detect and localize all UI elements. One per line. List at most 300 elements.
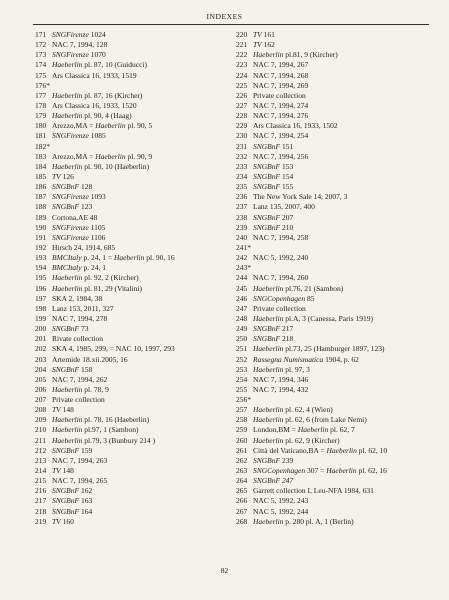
index-entry <box>35 71 225 81</box>
index-entry <box>35 223 225 233</box>
entry-reference-italic: SNGBnF <box>52 486 80 496</box>
entry-number: 184 <box>35 161 47 171</box>
index-entry <box>236 233 426 243</box>
entry-number: 185 <box>35 171 47 181</box>
entry-number: 252 <box>236 354 248 364</box>
entry-number: 256* <box>236 395 251 405</box>
entry-number: 194 <box>35 263 47 273</box>
entry-reference: Artemide 18.xii.2005, 16 <box>52 354 128 364</box>
entry-number: 173 <box>35 50 47 60</box>
entry-reference: 307 = <box>305 466 327 476</box>
entry-reference: p. 24, 1 <box>81 263 106 273</box>
entry-reference-italic: SNGBnF <box>253 141 281 151</box>
entry-reference: NAC 7, 1994, 269 <box>253 80 309 90</box>
index-entry <box>35 375 225 385</box>
index-entry <box>35 162 225 172</box>
index-entry <box>35 405 225 415</box>
index-entry <box>236 415 426 425</box>
entry-number: 238 <box>236 212 248 222</box>
entry-number: 210 <box>35 425 47 435</box>
index-entry <box>236 101 426 111</box>
entry-number: 240 <box>236 232 248 242</box>
entry-reference: Lanz 135, 2007, 400 <box>253 202 315 212</box>
entry-reference: pl. 62, 16 <box>356 466 387 476</box>
index-entry <box>236 496 426 506</box>
entry-number: 234 <box>236 171 248 181</box>
index-entry <box>236 507 426 517</box>
entry-reference-italic: SNGBnF <box>52 182 80 192</box>
entry-number: 266 <box>236 496 248 506</box>
entry-number: 264 <box>236 476 248 486</box>
index-entry <box>35 152 225 162</box>
index-entry <box>236 40 426 50</box>
index-entry <box>236 152 426 162</box>
entry-number: 212 <box>35 445 47 455</box>
entry-reference-italic: Rassegna Numismatica <box>253 354 324 364</box>
entry-reference: 210 <box>280 222 294 232</box>
entry-number: 262 <box>236 455 248 465</box>
index-entry <box>35 436 225 446</box>
entry-number: 257 <box>236 405 248 415</box>
entry-number: 209 <box>35 415 47 425</box>
entry-reference: NAC 7, 1994, 258 <box>253 232 309 242</box>
entry-reference: Hirsch 24, 1914, 685 <box>52 242 116 252</box>
entry-reference-italic: Haeberlin <box>253 313 284 323</box>
entry-reference-italic: SNGBnF <box>52 364 80 374</box>
index-entry <box>35 243 225 253</box>
entry-reference-italic: TV <box>52 405 61 415</box>
entry-reference: 148 <box>60 466 74 476</box>
entry-reference-italic: TV <box>52 516 61 526</box>
entry-number: 222 <box>236 50 248 60</box>
entry-reference: pl.73, 25 (Hamburger 1897, 123) <box>283 344 385 354</box>
entry-reference: 217 <box>280 324 294 334</box>
entry-number: 241* <box>236 242 251 252</box>
entry-number: 267 <box>236 506 248 516</box>
index-entry <box>35 517 225 527</box>
index-entry <box>236 476 426 486</box>
entry-reference: 218 <box>280 334 294 344</box>
entry-number: 180 <box>35 121 47 131</box>
entry-number: 249 <box>236 324 248 334</box>
index-entry <box>35 213 225 223</box>
index-entry <box>236 60 426 70</box>
entry-reference-italic: Haeberlin <box>52 111 83 121</box>
entry-reference-italic: SNGBnF <box>253 161 281 171</box>
entry-reference: 1093 <box>88 192 106 202</box>
index-entry <box>236 344 426 354</box>
index-entry <box>35 253 225 263</box>
entry-reference: 162 <box>79 486 93 496</box>
entry-reference: pl. 78, 16 (Haeberlin) <box>82 415 150 425</box>
entry-number: 193 <box>35 253 47 263</box>
entry-reference: NAC 7, 1994, 263 <box>52 455 108 465</box>
entry-reference: NAC 7, 1994, 256 <box>253 151 309 161</box>
index-entry <box>236 324 426 334</box>
index-entry <box>35 273 225 283</box>
entry-reference: pl. 87, 16 (Kircher) <box>82 90 143 100</box>
entry-reference-italic: TV <box>52 466 61 476</box>
entry-reference-italic: Haeberlin <box>52 161 83 171</box>
entry-number: 223 <box>236 60 248 70</box>
index-entry <box>236 273 426 283</box>
entry-reference-italic: SNGBnF <box>52 506 80 516</box>
entry-reference-italic: SNGFirenze <box>52 30 89 39</box>
index-entry <box>35 446 225 456</box>
entry-reference-italic: SNGFirenze <box>52 222 89 232</box>
entry-reference: NAC 7, 1994, 267 <box>253 60 309 70</box>
index-entry <box>35 314 225 324</box>
index-entry <box>35 466 225 476</box>
entry-reference: NAC 7, 1994, 128 <box>52 40 108 50</box>
entry-reference: 1106 <box>88 232 106 242</box>
entry-reference-italic: Haeberlin <box>253 516 284 526</box>
entry-number: 236 <box>236 192 248 202</box>
index-entry <box>236 121 426 131</box>
index-entry <box>35 91 225 101</box>
index-entry <box>35 111 225 121</box>
entry-reference: pl. 90, 5 <box>125 121 153 131</box>
entry-reference-italic: Haeberlin <box>52 435 83 445</box>
entry-reference: Arezzo,MA = <box>52 121 96 131</box>
entry-reference: pl. 62, 9 (Kircher) <box>283 435 340 445</box>
entry-reference: Cortona,AE 48 <box>52 212 98 222</box>
index-entry <box>236 182 426 192</box>
entry-reference-italic: SNGBnF <box>253 334 281 344</box>
entry-number: 207 <box>35 395 47 405</box>
index-entry <box>236 405 426 415</box>
index-entry <box>236 202 426 212</box>
entry-reference: 1085 <box>88 131 106 141</box>
entry-reference: Arezzo,MA = <box>52 151 96 161</box>
index-entry <box>236 294 426 304</box>
index-entry <box>35 284 225 294</box>
entry-number: 179 <box>35 111 47 121</box>
index-entry <box>35 415 225 425</box>
entry-reference: 161 <box>261 30 275 39</box>
entry-reference: pl.81, 9 (Kircher) <box>283 50 338 60</box>
entry-reference: NAC 7, 1994, 260 <box>253 273 309 283</box>
entry-reference-italic: Haeberlin <box>253 415 284 425</box>
entry-number: 201 <box>35 334 47 344</box>
entry-reference-italic: SNGFirenze <box>52 232 89 242</box>
entry-number: 250 <box>236 334 248 344</box>
entry-reference: SKA 2, 1984, 38 <box>52 293 103 303</box>
entry-reference: NAC 7, 1994, 268 <box>253 70 309 80</box>
entry-number: 227 <box>236 100 248 110</box>
entry-reference: pl. 90, 4 (Haag) <box>82 111 132 121</box>
entry-reference-italic: Haeberlin <box>95 151 126 161</box>
index-column-right <box>236 30 426 527</box>
entry-number: 253 <box>236 364 248 374</box>
entry-reference-italic: SNGBnF <box>253 324 281 334</box>
entry-reference-italic: SNGBnF <box>253 455 281 465</box>
entry-number: 263 <box>236 466 248 476</box>
entry-number: 211 <box>35 435 46 445</box>
entry-number: 220 <box>236 30 248 39</box>
index-entry <box>236 304 426 314</box>
entry-reference: pl.79, 3 (Bunbury 214 ) <box>82 435 156 445</box>
index-entry <box>35 50 225 60</box>
entry-reference: pl.76, 21 (Sambon) <box>283 283 344 293</box>
index-entry <box>236 355 426 365</box>
entry-reference-italic: SNGBnF 247 <box>253 476 294 486</box>
entry-number: 243* <box>236 263 251 273</box>
entry-reference: NAC 7, 1994, 346 <box>253 374 309 384</box>
index-entry <box>236 517 426 527</box>
index-entry <box>35 304 225 314</box>
entry-number: 254 <box>236 374 248 384</box>
entry-number: 268 <box>236 516 248 526</box>
index-entry <box>35 101 225 111</box>
entry-reference: NAC 7, 1994, 276 <box>253 111 309 121</box>
entry-reference-italic: SNGCopenhagen <box>253 466 306 476</box>
entry-number: 188 <box>35 202 47 212</box>
entry-reference: Private collection <box>253 303 306 313</box>
entry-reference: NAC 5, 1992, 240 <box>253 253 309 263</box>
entry-number: 192 <box>35 242 47 252</box>
entry-reference: 160 <box>60 516 74 526</box>
entry-reference-italic: TV <box>253 30 262 39</box>
entry-reference: Città del Vaticano,BA = <box>253 445 327 455</box>
entry-reference: 207 <box>280 212 294 222</box>
entry-reference: Garrett collection I, Leu-NFA 1984, 631 <box>253 486 374 496</box>
entry-reference: 164 <box>79 506 93 516</box>
entry-number: 216 <box>35 486 47 496</box>
entry-number: 219 <box>35 516 47 526</box>
entry-reference: 163 <box>79 496 93 506</box>
entry-reference-italic: SNGBnF <box>253 212 281 222</box>
entry-reference: Rivate collection <box>52 334 104 344</box>
entry-reference-italic: SNGBnF <box>52 445 80 455</box>
index-entry <box>236 162 426 172</box>
entry-number: 200 <box>35 324 47 334</box>
header-rule <box>33 24 429 25</box>
entry-number: 237 <box>236 202 248 212</box>
entry-number: 218 <box>35 506 47 516</box>
index-entry <box>35 486 225 496</box>
entry-number: 231 <box>236 141 248 151</box>
entry-reference-italic: Haeberlin <box>52 283 83 293</box>
entry-number: 215 <box>35 476 47 486</box>
entry-number: 228 <box>236 111 248 121</box>
entry-number: 172 <box>35 40 47 50</box>
entry-reference-italic: Haeberlin <box>95 121 126 131</box>
entry-reference: NAC 5, 1992, 244 <box>253 506 309 516</box>
index-entry <box>236 223 426 233</box>
entry-reference: NAC 5, 1992, 243 <box>253 496 309 506</box>
index-entry <box>236 50 426 60</box>
entry-number: 178 <box>35 100 47 110</box>
entry-reference-italic: SNGFirenze <box>52 131 89 141</box>
entry-number: 177 <box>35 90 47 100</box>
entry-number: 221 <box>236 40 248 50</box>
entry-number: 233 <box>236 161 248 171</box>
entry-number: 261 <box>236 445 248 455</box>
entry-reference: pl. 62, 6 (from Lake Nemi) <box>283 415 367 425</box>
entry-reference-italic: Haeberlin <box>52 425 83 435</box>
entry-reference-italic: Haeberlin <box>326 445 357 455</box>
index-entry <box>35 182 225 192</box>
entry-reference: p. 280 pl. A, 1 (Berlin) <box>283 516 354 526</box>
entry-reference-italic: SNGFirenze <box>52 50 89 60</box>
entry-reference: 158 <box>79 364 93 374</box>
index-entry <box>35 233 225 243</box>
index-entry <box>35 344 225 354</box>
index-entry <box>236 385 426 395</box>
entry-reference-italic: Haeberlin <box>52 384 83 394</box>
index-entry <box>35 30 225 40</box>
index-entry <box>35 142 225 152</box>
entry-reference-italic: Haeberlin <box>253 364 284 374</box>
index-entry <box>35 40 225 50</box>
index-entry <box>35 202 225 212</box>
entry-reference: 148 <box>60 405 74 415</box>
entry-reference: pl. 62, 7 <box>328 425 355 435</box>
entry-reference: pl. 90, 9 <box>125 151 153 161</box>
entry-number: 214 <box>35 466 47 476</box>
entry-reference: 239 <box>280 455 294 465</box>
index-entry <box>236 466 426 476</box>
entry-number: 189 <box>35 212 47 222</box>
entry-reference-italic: Haeberlin <box>297 425 329 435</box>
entry-reference: 126 <box>60 171 74 181</box>
entry-number: 239 <box>236 222 248 232</box>
entry-reference-italic: Haeberlin <box>253 344 284 354</box>
entry-reference: 159 <box>79 445 93 455</box>
entry-reference: pl. 78, 9 <box>82 384 109 394</box>
index-entry <box>236 365 426 375</box>
index-entry <box>236 446 426 456</box>
entry-number: 186 <box>35 182 47 192</box>
entry-number: 242 <box>236 253 248 263</box>
entry-number: 226 <box>236 90 248 100</box>
entry-reference-italic: Haeberlin <box>52 415 83 425</box>
index-entry <box>35 324 225 334</box>
entry-number: 217 <box>35 496 47 506</box>
index-entry <box>35 385 225 395</box>
entry-number: 255 <box>236 384 248 394</box>
entry-reference: pl. 62, 10 <box>356 445 388 455</box>
entry-number: 171 <box>35 30 47 39</box>
entry-reference: pl. 97, 3 <box>283 364 310 374</box>
index-entry <box>236 91 426 101</box>
index-entry <box>236 243 426 253</box>
entry-reference: 123 <box>79 202 93 212</box>
entry-reference-italic: Haeberlin <box>253 50 284 60</box>
entry-reference-italic: BMCItaly <box>52 263 82 273</box>
index-entry <box>35 355 225 365</box>
index-entry <box>35 456 225 466</box>
entry-number: 204 <box>35 364 47 374</box>
entry-number: 196 <box>35 283 47 293</box>
entry-reference-italic: Haeberlin <box>253 435 284 445</box>
entry-number: 182* <box>35 141 50 151</box>
entry-reference-italic: Haeberlin <box>52 90 83 100</box>
page-number: 82 <box>220 566 229 575</box>
entry-reference: Ars Classica 16, 1933, 1519 <box>52 70 137 80</box>
entry-number: 206 <box>35 384 47 394</box>
index-entry <box>236 314 426 324</box>
entry-reference: The New York Sale 14, 2007, 3 <box>253 192 348 202</box>
entry-reference: 85 <box>305 293 315 303</box>
entry-reference: pl. 92, 2 (Kircher) <box>82 273 139 283</box>
entry-reference: pl.A, 3 (Canessa, Paris 1919) <box>283 313 373 323</box>
entry-number: 232 <box>236 151 248 161</box>
index-entry <box>236 71 426 81</box>
entry-number: 251 <box>236 344 248 354</box>
entry-reference: 1024 <box>88 30 106 39</box>
entry-reference: 162 <box>261 40 275 50</box>
entry-reference: 1070 <box>88 50 106 60</box>
entry-reference-italic: SNGBnF <box>253 222 281 232</box>
entry-number: 205 <box>35 374 47 384</box>
entry-reference: pl. 90, 10 (Haeberlin) <box>82 161 150 171</box>
entry-reference: pl. 87, 10 (Guiducci) <box>82 60 147 70</box>
entry-reference: NAC 7, 1994, 262 <box>52 374 108 384</box>
index-entry <box>35 60 225 70</box>
entry-reference: 155 <box>280 182 294 192</box>
entry-number: 175 <box>35 70 47 80</box>
entry-reference: Private collection <box>52 395 105 405</box>
index-entry <box>35 395 225 405</box>
entry-reference: Ars Classica 16, 1933, 1520 <box>52 100 137 110</box>
entry-reference-italic: Haeberlin <box>326 466 357 476</box>
entry-number: 230 <box>236 131 248 141</box>
entry-reference: pl.97, 1 (Sambon) <box>82 425 139 435</box>
entry-reference-italic: TV <box>253 40 262 50</box>
entry-reference: Ars Classica 16, 1933, 1502 <box>253 121 338 131</box>
entry-number: 245 <box>236 283 248 293</box>
entry-number: 183 <box>35 151 47 161</box>
entry-reference: p. 24, 1 = <box>81 253 114 263</box>
entry-reference: pl. 90, 16 <box>144 253 175 263</box>
entry-reference-italic: SNGBnF <box>52 324 80 334</box>
index-entry <box>236 142 426 152</box>
entry-number: 235 <box>236 182 248 192</box>
index-entry <box>35 365 225 375</box>
entry-reference: NAC 7, 1994, 432 <box>253 384 309 394</box>
index-entry <box>236 81 426 91</box>
entry-number: 244 <box>236 273 248 283</box>
index-entry <box>236 30 426 40</box>
entry-number: 225 <box>236 80 248 90</box>
entry-reference-italic: SNGBnF <box>52 202 80 212</box>
running-header: INDEXES <box>206 12 243 21</box>
entry-reference-italic: SNGFirenze <box>52 192 89 202</box>
entry-reference: Private collection <box>253 90 306 100</box>
index-entry <box>35 507 225 517</box>
entry-reference: NAC 7, 1994, 278 <box>52 313 108 323</box>
entry-reference-italic: Haeberlin <box>52 60 83 70</box>
entry-number: 199 <box>35 313 47 323</box>
index-entry <box>236 192 426 202</box>
entry-number: 213 <box>35 455 47 465</box>
entry-reference: 73 <box>79 324 89 334</box>
index-entry <box>236 131 426 141</box>
index-entry <box>35 192 225 202</box>
entry-reference: 128 <box>79 182 93 192</box>
index-entry <box>35 131 225 141</box>
entry-number: 181 <box>35 131 47 141</box>
index-entry <box>35 425 225 435</box>
index-entry <box>35 81 225 91</box>
entry-number: 190 <box>35 222 47 232</box>
entry-reference: 154 <box>280 171 294 181</box>
entry-reference-italic: Haeberlin <box>253 283 284 293</box>
entry-reference: NAC 7, 1994, 265 <box>52 476 108 486</box>
index-entry <box>236 375 426 385</box>
